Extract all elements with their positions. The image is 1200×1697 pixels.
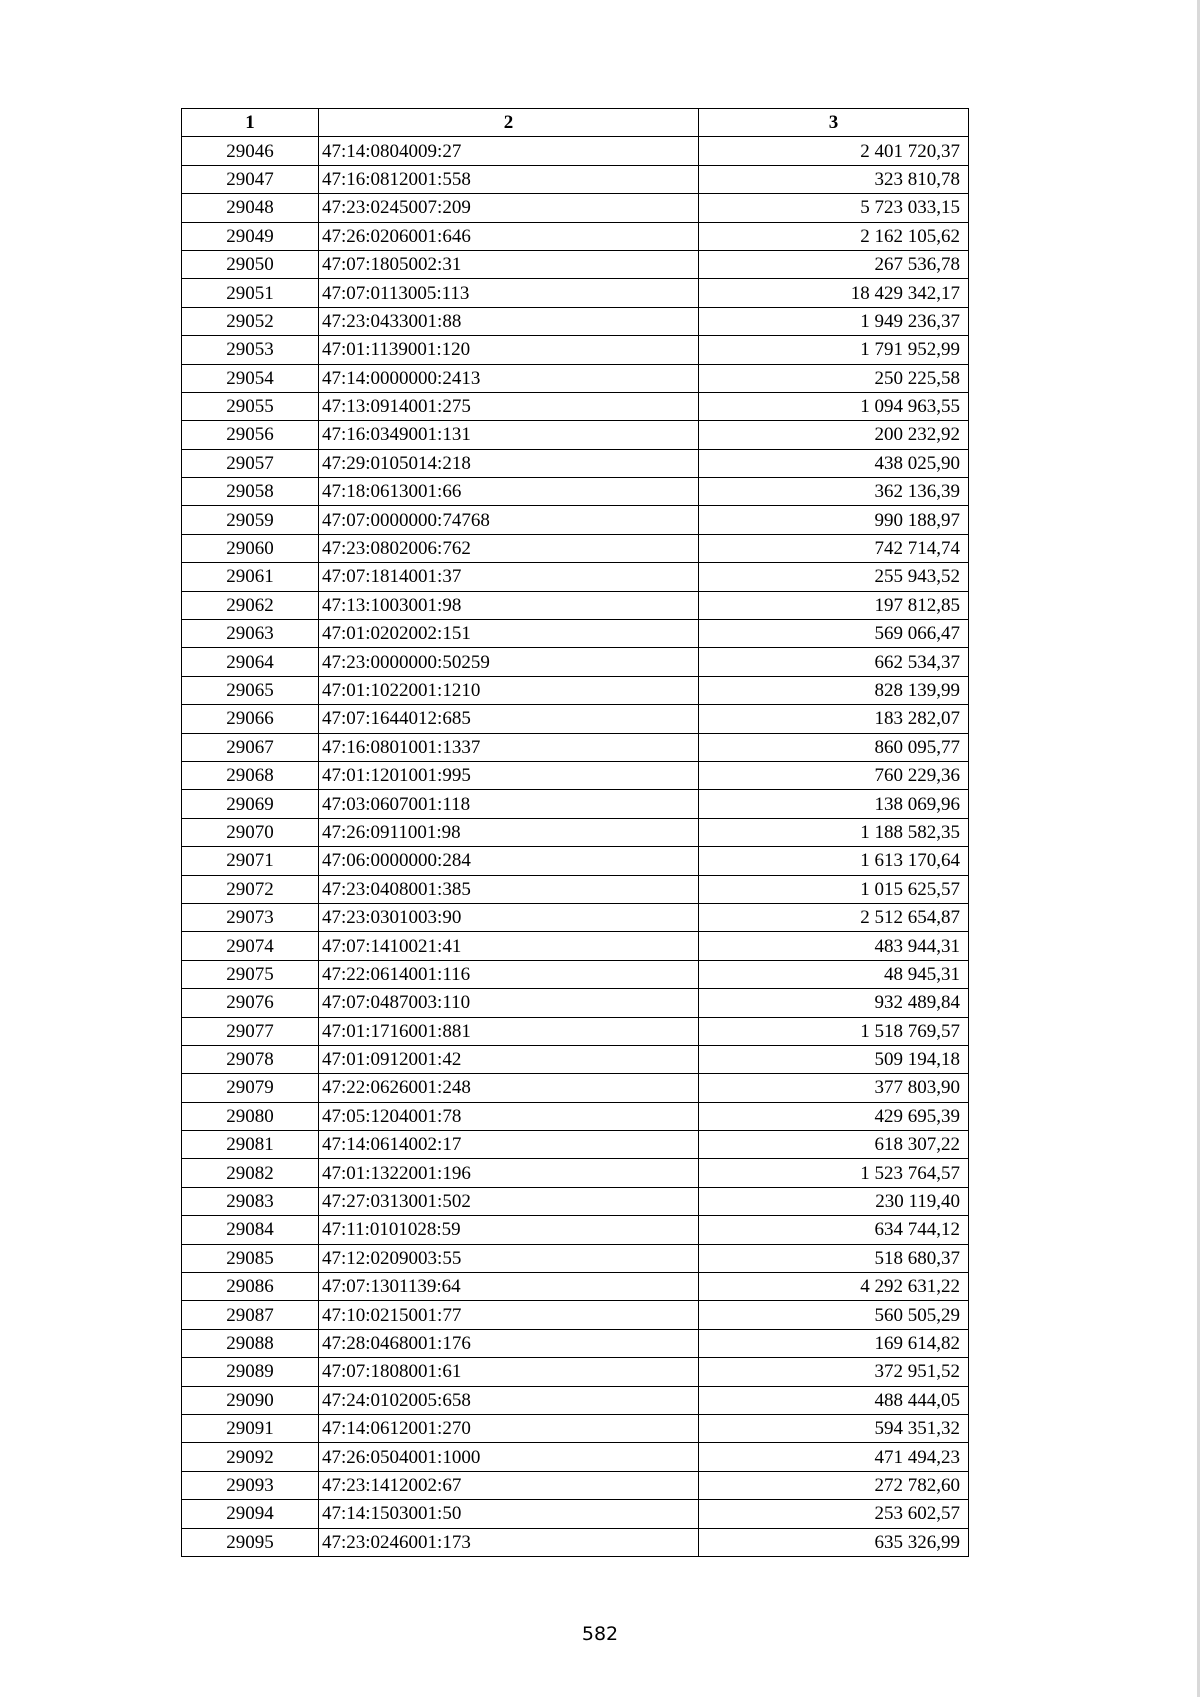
- row-number-cell: 29055: [182, 392, 319, 420]
- value-cell: 230 119,40: [699, 1187, 969, 1215]
- value-cell: 1 094 963,55: [699, 392, 969, 420]
- row-number-cell: 29059: [182, 506, 319, 534]
- row-number-cell: 29073: [182, 903, 319, 931]
- cadastral-number-cell: 47:18:0613001:66: [319, 478, 699, 506]
- row-number-cell: 29088: [182, 1329, 319, 1357]
- value-cell: 377 803,90: [699, 1074, 969, 1102]
- row-number-cell: 29057: [182, 449, 319, 477]
- row-number-cell: 29072: [182, 875, 319, 903]
- cadastral-number-cell: 47:07:1814001:37: [319, 563, 699, 591]
- row-number-cell: 29075: [182, 960, 319, 988]
- cadastral-number-cell: 47:27:0313001:502: [319, 1187, 699, 1215]
- row-number-cell: 29058: [182, 478, 319, 506]
- cadastral-number-cell: 47:16:0349001:131: [319, 421, 699, 449]
- cadastral-number-cell: 47:07:0000000:74768: [319, 506, 699, 534]
- cadastral-number-cell: 47:01:1022001:1210: [319, 676, 699, 704]
- value-cell: 272 782,60: [699, 1471, 969, 1499]
- table-row: [182, 761, 969, 789]
- cadastral-number-cell: 47:16:0801001:1337: [319, 733, 699, 761]
- row-number-cell: 29082: [182, 1159, 319, 1187]
- table-row: [182, 194, 969, 222]
- cadastral-number-cell: 47:01:1716001:881: [319, 1017, 699, 1045]
- cadastral-number-cell: 47:12:0209003:55: [319, 1244, 699, 1272]
- cadastral-number-cell: 47:23:0301003:90: [319, 903, 699, 931]
- table-row: [182, 989, 969, 1017]
- row-number-cell: 29065: [182, 676, 319, 704]
- value-cell: 18 429 342,17: [699, 279, 969, 307]
- value-cell: 1 523 764,57: [699, 1159, 969, 1187]
- row-number-cell: 29090: [182, 1386, 319, 1414]
- row-number-cell: 29077: [182, 1017, 319, 1045]
- row-number-cell: 29050: [182, 250, 319, 278]
- row-number-cell: 29060: [182, 534, 319, 562]
- value-cell: 323 810,78: [699, 165, 969, 193]
- page-number: 582: [581, 1623, 619, 1645]
- cadastral-number-cell: 47:06:0000000:284: [319, 847, 699, 875]
- value-cell: 560 505,29: [699, 1301, 969, 1329]
- header-row: [182, 109, 969, 137]
- row-number-cell: 29068: [182, 761, 319, 789]
- table-row: [182, 1244, 969, 1272]
- row-number-cell: 29083: [182, 1187, 319, 1215]
- table-row: [182, 790, 969, 818]
- value-cell: 932 489,84: [699, 989, 969, 1017]
- value-cell: 1 791 952,99: [699, 336, 969, 364]
- cadastral-number-cell: 47:23:0433001:88: [319, 307, 699, 335]
- value-cell: 483 944,31: [699, 932, 969, 960]
- value-cell: 1 015 625,57: [699, 875, 969, 903]
- row-number-cell: 29087: [182, 1301, 319, 1329]
- table-row: [182, 336, 969, 364]
- cadastral-number-cell: 47:23:0000000:50259: [319, 648, 699, 676]
- table-row: [182, 705, 969, 733]
- cadastral-number-cell: 47:10:0215001:77: [319, 1301, 699, 1329]
- cadastral-number-cell: 47:07:1805002:31: [319, 250, 699, 278]
- value-cell: 509 194,18: [699, 1045, 969, 1073]
- table-row: [182, 250, 969, 278]
- cadastral-number-cell: 47:07:1808001:61: [319, 1358, 699, 1386]
- cadastral-number-cell: 47:01:1139001:120: [319, 336, 699, 364]
- cadastral-number-cell: 47:23:0246001:173: [319, 1528, 699, 1556]
- table-row: [182, 534, 969, 562]
- row-number-cell: 29074: [182, 932, 319, 960]
- row-number-cell: 29053: [182, 336, 319, 364]
- value-cell: 1 949 236,37: [699, 307, 969, 335]
- table-row: [182, 676, 969, 704]
- value-cell: 255 943,52: [699, 563, 969, 591]
- table-row: [182, 421, 969, 449]
- cadastral-number-cell: 47:16:0812001:558: [319, 165, 699, 193]
- table-row: [182, 478, 969, 506]
- value-cell: 828 139,99: [699, 676, 969, 704]
- row-number-cell: 29069: [182, 790, 319, 818]
- table-row: [182, 620, 969, 648]
- table-row: [182, 818, 969, 846]
- cadastral-number-cell: 47:22:0626001:248: [319, 1074, 699, 1102]
- cadastral-number-cell: 47:07:0487003:110: [319, 989, 699, 1017]
- cadastral-number-cell: 47:23:1412002:67: [319, 1471, 699, 1499]
- cadastral-number-cell: 47:05:1204001:78: [319, 1102, 699, 1130]
- table-row: [182, 932, 969, 960]
- table-row: [182, 563, 969, 591]
- row-number-cell: 29091: [182, 1414, 319, 1442]
- value-cell: 618 307,22: [699, 1131, 969, 1159]
- value-cell: 2 512 654,87: [699, 903, 969, 931]
- cadastral-number-cell: 47:26:0206001:646: [319, 222, 699, 250]
- value-cell: 760 229,36: [699, 761, 969, 789]
- cadastral-number-cell: 47:01:1322001:196: [319, 1159, 699, 1187]
- row-number-cell: 29070: [182, 818, 319, 846]
- row-number-cell: 29066: [182, 705, 319, 733]
- table-body: [182, 137, 969, 1557]
- table-row: [182, 1358, 969, 1386]
- value-cell: 1 188 582,35: [699, 818, 969, 846]
- value-cell: 860 095,77: [699, 733, 969, 761]
- row-number-cell: 29084: [182, 1216, 319, 1244]
- cadastral-number-cell: 47:07:1410021:41: [319, 932, 699, 960]
- row-number-cell: 29076: [182, 989, 319, 1017]
- table-row: [182, 1500, 969, 1528]
- value-cell: 471 494,23: [699, 1443, 969, 1471]
- row-number-cell: 29062: [182, 591, 319, 619]
- value-cell: 518 680,37: [699, 1244, 969, 1272]
- row-number-cell: 29085: [182, 1244, 319, 1272]
- table-row: [182, 847, 969, 875]
- row-number-cell: 29047: [182, 165, 319, 193]
- cadastral-number-cell: 47:22:0614001:116: [319, 960, 699, 988]
- value-cell: 372 951,52: [699, 1358, 969, 1386]
- cadastral-number-cell: 47:14:0612001:270: [319, 1414, 699, 1442]
- value-cell: 1 613 170,64: [699, 847, 969, 875]
- table-row: [182, 1017, 969, 1045]
- table-row: [182, 1273, 969, 1301]
- table-row: [182, 960, 969, 988]
- cadastral-number-cell: 47:26:0911001:98: [319, 818, 699, 846]
- row-number-cell: 29052: [182, 307, 319, 335]
- table-row: [182, 1471, 969, 1499]
- value-cell: 634 744,12: [699, 1216, 969, 1244]
- row-number-cell: 29086: [182, 1273, 319, 1301]
- table-row: [182, 903, 969, 931]
- cadastral-number-cell: 47:26:0504001:1000: [319, 1443, 699, 1471]
- cadastral-number-cell: 47:14:0000000:2413: [319, 364, 699, 392]
- cadastral-number-cell: 47:03:0607001:118: [319, 790, 699, 818]
- table-row: [182, 1102, 969, 1130]
- column-header-3: 3: [699, 109, 969, 137]
- document-table-container: [181, 108, 968, 1557]
- table-row: [182, 1301, 969, 1329]
- table-row: [182, 165, 969, 193]
- table-row: [182, 222, 969, 250]
- cadastral-number-cell: 47:01:0912001:42: [319, 1045, 699, 1073]
- cadastral-number-cell: 47:23:0802006:762: [319, 534, 699, 562]
- cadastral-number-cell: 47:14:0614002:17: [319, 1131, 699, 1159]
- table-row: [182, 1216, 969, 1244]
- value-cell: 488 444,05: [699, 1386, 969, 1414]
- value-cell: 429 695,39: [699, 1102, 969, 1130]
- cadastral-number-cell: 47:07:0113005:113: [319, 279, 699, 307]
- cadastral-number-cell: 47:13:0914001:275: [319, 392, 699, 420]
- cadastral-number-cell: 47:23:0245007:209: [319, 194, 699, 222]
- value-cell: 569 066,47: [699, 620, 969, 648]
- row-number-cell: 29089: [182, 1358, 319, 1386]
- table-row: [182, 733, 969, 761]
- table-row: [182, 875, 969, 903]
- value-cell: 200 232,92: [699, 421, 969, 449]
- value-cell: 2 162 105,62: [699, 222, 969, 250]
- cadastral-number-cell: 47:28:0468001:176: [319, 1329, 699, 1357]
- value-cell: 183 282,07: [699, 705, 969, 733]
- value-cell: 1 518 769,57: [699, 1017, 969, 1045]
- value-cell: 197 812,85: [699, 591, 969, 619]
- table-row: [182, 307, 969, 335]
- row-number-cell: 29061: [182, 563, 319, 591]
- table-row: [182, 449, 969, 477]
- row-number-cell: 29078: [182, 1045, 319, 1073]
- table-row: [182, 1187, 969, 1215]
- value-cell: 362 136,39: [699, 478, 969, 506]
- table-row: [182, 1131, 969, 1159]
- row-number-cell: 29046: [182, 137, 319, 165]
- row-number-cell: 29092: [182, 1443, 319, 1471]
- value-cell: 594 351,32: [699, 1414, 969, 1442]
- value-cell: 5 723 033,15: [699, 194, 969, 222]
- cadastral-number-cell: 47:07:1644012:685: [319, 705, 699, 733]
- row-number-cell: 29051: [182, 279, 319, 307]
- row-number-cell: 29071: [182, 847, 319, 875]
- row-number-cell: 29079: [182, 1074, 319, 1102]
- row-number-cell: 29056: [182, 421, 319, 449]
- row-number-cell: 29067: [182, 733, 319, 761]
- value-cell: 2 401 720,37: [699, 137, 969, 165]
- value-cell: 990 188,97: [699, 506, 969, 534]
- cadastral-number-cell: 47:01:1201001:995: [319, 761, 699, 789]
- table-row: [182, 506, 969, 534]
- table-row: [182, 1443, 969, 1471]
- value-cell: 4 292 631,22: [699, 1273, 969, 1301]
- table-row: [182, 1414, 969, 1442]
- table-header: [182, 109, 969, 137]
- table-row: [182, 392, 969, 420]
- row-number-cell: 29054: [182, 364, 319, 392]
- table-row: [182, 1045, 969, 1073]
- row-number-cell: 29081: [182, 1131, 319, 1159]
- table-row: [182, 1329, 969, 1357]
- value-cell: 48 945,31: [699, 960, 969, 988]
- row-number-cell: 29048: [182, 194, 319, 222]
- row-number-cell: 29049: [182, 222, 319, 250]
- cadastral-number-cell: 47:07:1301139:64: [319, 1273, 699, 1301]
- table-row: [182, 591, 969, 619]
- column-header-2: 2: [319, 109, 699, 137]
- row-number-cell: 29063: [182, 620, 319, 648]
- value-cell: 250 225,58: [699, 364, 969, 392]
- column-header-1: 1: [182, 109, 319, 137]
- value-cell: 138 069,96: [699, 790, 969, 818]
- row-number-cell: 29095: [182, 1528, 319, 1556]
- cadastral-value-table: [181, 108, 969, 1557]
- table-row: [182, 1528, 969, 1556]
- table-row: [182, 1074, 969, 1102]
- value-cell: 662 534,37: [699, 648, 969, 676]
- value-cell: 438 025,90: [699, 449, 969, 477]
- cadastral-number-cell: 47:13:1003001:98: [319, 591, 699, 619]
- row-number-cell: 29080: [182, 1102, 319, 1130]
- cadastral-number-cell: 47:01:0202002:151: [319, 620, 699, 648]
- cadastral-number-cell: 47:14:0804009:27: [319, 137, 699, 165]
- table-row: [182, 1159, 969, 1187]
- cadastral-number-cell: 47:11:0101028:59: [319, 1216, 699, 1244]
- table-row: [182, 279, 969, 307]
- table-row: [182, 648, 969, 676]
- row-number-cell: 29094: [182, 1500, 319, 1528]
- value-cell: 742 714,74: [699, 534, 969, 562]
- row-number-cell: 29064: [182, 648, 319, 676]
- cadastral-number-cell: 47:23:0408001:385: [319, 875, 699, 903]
- value-cell: 635 326,99: [699, 1528, 969, 1556]
- table-row: [182, 137, 969, 165]
- cadastral-number-cell: 47:29:0105014:218: [319, 449, 699, 477]
- value-cell: 253 602,57: [699, 1500, 969, 1528]
- table-row: [182, 1386, 969, 1414]
- row-number-cell: 29093: [182, 1471, 319, 1499]
- cadastral-number-cell: 47:24:0102005:658: [319, 1386, 699, 1414]
- cadastral-number-cell: 47:14:1503001:50: [319, 1500, 699, 1528]
- value-cell: 169 614,82: [699, 1329, 969, 1357]
- table-row: [182, 364, 969, 392]
- value-cell: 267 536,78: [699, 250, 969, 278]
